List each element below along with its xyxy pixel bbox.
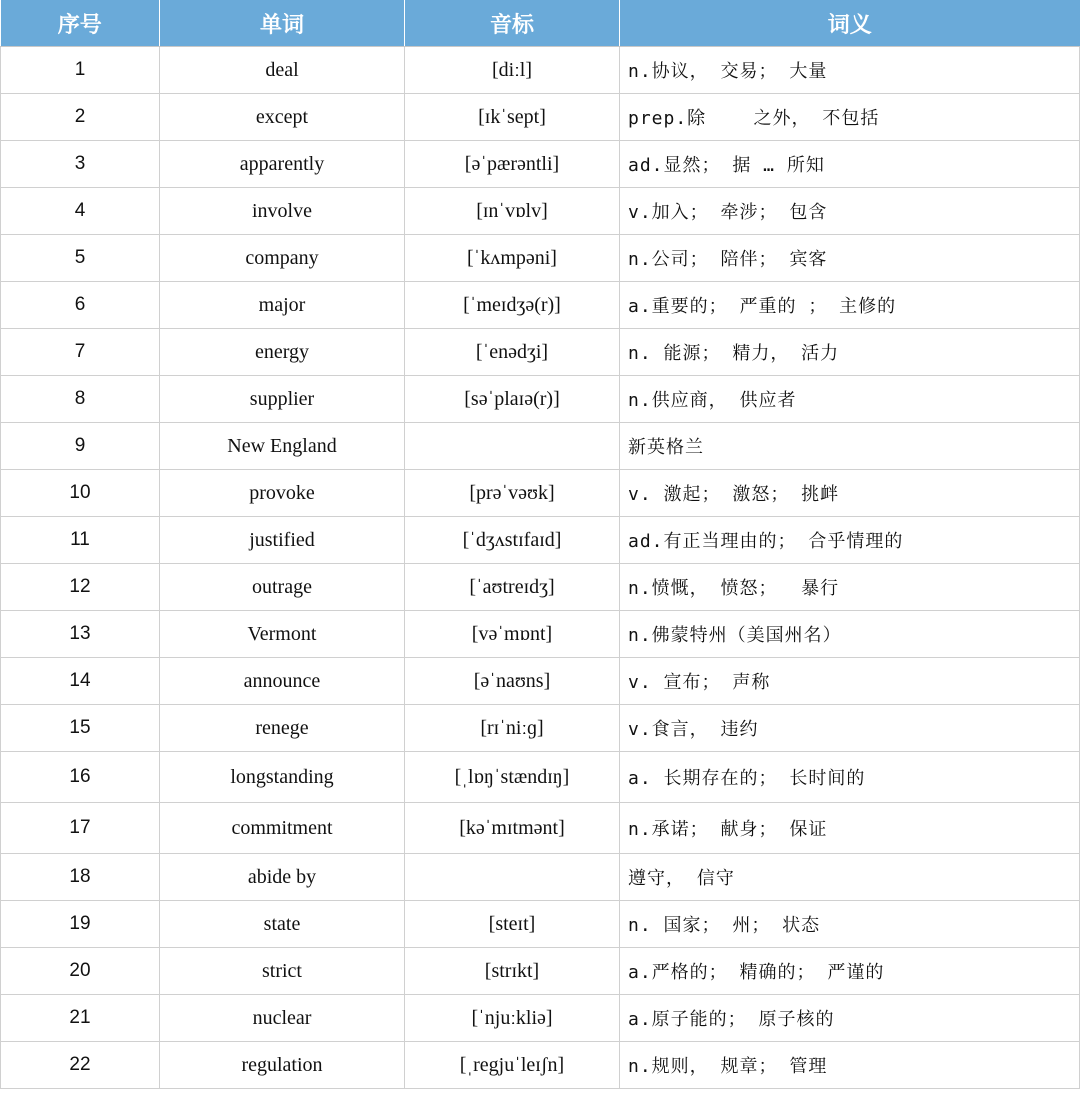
table-row	[1, 141, 1080, 188]
table-row	[1, 423, 1080, 470]
table-header	[1, 0, 1080, 47]
row-number: 12	[1, 564, 160, 611]
row-number: 18	[1, 854, 160, 901]
table-row	[1, 803, 1080, 854]
row-number: 20	[1, 948, 160, 995]
row-definition: prep.除 之外， 不包括	[620, 94, 1080, 141]
row-phonetic	[405, 854, 620, 901]
table-body	[1, 47, 1080, 1089]
row-phonetic: [kəˈmɪtmənt]	[405, 803, 620, 854]
row-phonetic: [ˈkʌmpəni]	[405, 235, 620, 282]
table-row	[1, 517, 1080, 564]
row-definition: v.食言， 违约	[620, 705, 1080, 752]
row-word: company	[160, 235, 405, 282]
row-phonetic	[405, 423, 620, 470]
row-phonetic: [ˈenədʒi]	[405, 329, 620, 376]
row-definition: ad.有正当理由的； 合乎情理的	[620, 517, 1080, 564]
header-ipa: 音标	[405, 0, 620, 47]
row-word: strict	[160, 948, 405, 995]
row-number: 7	[1, 329, 160, 376]
row-phonetic: [ˈnjuːkliə]	[405, 995, 620, 1042]
row-phonetic: [ɪnˈvɒlv]	[405, 188, 620, 235]
row-number: 5	[1, 235, 160, 282]
row-definition: v. 激起； 激怒； 挑衅	[620, 470, 1080, 517]
table-row	[1, 188, 1080, 235]
row-word: justified	[160, 517, 405, 564]
row-phonetic: [strɪkt]	[405, 948, 620, 995]
row-definition: 新英格兰	[620, 423, 1080, 470]
header-word: 单词	[160, 0, 405, 47]
row-word: provoke	[160, 470, 405, 517]
row-phonetic: [ˈaʊtreɪdʒ]	[405, 564, 620, 611]
row-word: energy	[160, 329, 405, 376]
row-phonetic: [ɪkˈsept]	[405, 94, 620, 141]
table-row	[1, 329, 1080, 376]
row-word: apparently	[160, 141, 405, 188]
table-row	[1, 611, 1080, 658]
row-word: supplier	[160, 376, 405, 423]
header-num: 序号	[1, 0, 160, 47]
row-word: announce	[160, 658, 405, 705]
row-number: 21	[1, 995, 160, 1042]
row-phonetic: [diːl]	[405, 47, 620, 94]
row-number: 13	[1, 611, 160, 658]
row-word: nuclear	[160, 995, 405, 1042]
table-row	[1, 705, 1080, 752]
row-number: 8	[1, 376, 160, 423]
row-definition: n.公司； 陪伴； 宾客	[620, 235, 1080, 282]
table-row	[1, 995, 1080, 1042]
row-phonetic: [prəˈvəʊk]	[405, 470, 620, 517]
row-number: 14	[1, 658, 160, 705]
row-number: 10	[1, 470, 160, 517]
row-phonetic: [ˈdʒʌstɪfaɪd]	[405, 517, 620, 564]
row-phonetic: [steɪt]	[405, 901, 620, 948]
row-number: 3	[1, 141, 160, 188]
row-phonetic: [rɪˈniːɡ]	[405, 705, 620, 752]
row-number: 19	[1, 901, 160, 948]
row-word: Vermont	[160, 611, 405, 658]
row-definition: n.愤慨， 愤怒； 暴行	[620, 564, 1080, 611]
row-word: New England	[160, 423, 405, 470]
row-word: renege	[160, 705, 405, 752]
row-definition: a.重要的； 严重的 ； 主修的	[620, 282, 1080, 329]
row-definition: n.佛蒙特州（美国州名）	[620, 611, 1080, 658]
header-row	[1, 0, 1080, 47]
row-phonetic: [ˈmeɪdʒə(r)]	[405, 282, 620, 329]
table-row	[1, 282, 1080, 329]
table-row	[1, 470, 1080, 517]
table-row	[1, 47, 1080, 94]
row-word: major	[160, 282, 405, 329]
row-word: deal	[160, 47, 405, 94]
table-row	[1, 658, 1080, 705]
row-definition: a. 长期存在的； 长时间的	[620, 752, 1080, 803]
table-row	[1, 948, 1080, 995]
row-number: 11	[1, 517, 160, 564]
table-row	[1, 235, 1080, 282]
table-row	[1, 752, 1080, 803]
table-row	[1, 94, 1080, 141]
row-definition: n.协议， 交易； 大量	[620, 47, 1080, 94]
row-word: except	[160, 94, 405, 141]
row-number: 2	[1, 94, 160, 141]
row-phonetic: [əˈpærəntli]	[405, 141, 620, 188]
row-word: abide by	[160, 854, 405, 901]
row-phonetic: [əˈnaʊns]	[405, 658, 620, 705]
row-number: 16	[1, 752, 160, 803]
row-definition: a.原子能的； 原子核的	[620, 995, 1080, 1042]
row-definition: v.加入； 牵涉； 包含	[620, 188, 1080, 235]
row-definition: n.规则， 规章； 管理	[620, 1042, 1080, 1089]
row-number: 22	[1, 1042, 160, 1089]
row-definition: n.承诺； 献身； 保证	[620, 803, 1080, 854]
row-definition: 遵守， 信守	[620, 854, 1080, 901]
table-row	[1, 1042, 1080, 1089]
table-row	[1, 564, 1080, 611]
row-definition: a.严格的； 精确的； 严谨的	[620, 948, 1080, 995]
table-row	[1, 854, 1080, 901]
row-word: regulation	[160, 1042, 405, 1089]
row-number: 9	[1, 423, 160, 470]
row-number: 1	[1, 47, 160, 94]
row-definition: v. 宣布； 声称	[620, 658, 1080, 705]
row-number: 6	[1, 282, 160, 329]
header-definition: 词义	[620, 0, 1080, 47]
table-row	[1, 901, 1080, 948]
row-number: 17	[1, 803, 160, 854]
row-number: 4	[1, 188, 160, 235]
row-word: state	[160, 901, 405, 948]
row-word: longstanding	[160, 752, 405, 803]
row-phonetic: [vəˈmɒnt]	[405, 611, 620, 658]
row-definition: ad.显然； 据 … 所知	[620, 141, 1080, 188]
row-phonetic: [ˌregjuˈleɪʃn]	[405, 1042, 620, 1089]
row-definition: n. 国家； 州； 状态	[620, 901, 1080, 948]
row-definition: n. 能源； 精力， 活力	[620, 329, 1080, 376]
table-row	[1, 376, 1080, 423]
row-phonetic: [səˈplaɪə(r)]	[405, 376, 620, 423]
row-phonetic: [ˌlɒŋˈstændɪŋ]	[405, 752, 620, 803]
row-word: involve	[160, 188, 405, 235]
row-definition: n.供应商， 供应者	[620, 376, 1080, 423]
row-word: outrage	[160, 564, 405, 611]
row-word: commitment	[160, 803, 405, 854]
row-number: 15	[1, 705, 160, 752]
